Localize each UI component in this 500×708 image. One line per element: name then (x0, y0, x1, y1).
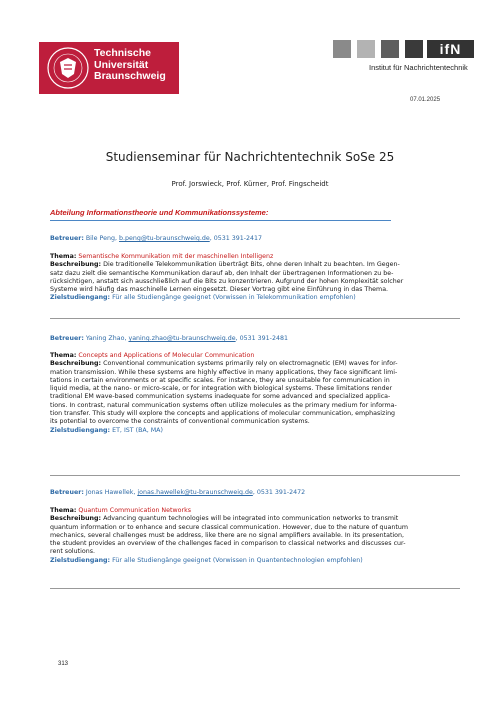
divider (50, 318, 460, 319)
description-line: mechanics, several challenges must be address, like there are no signal amplifiers available. In its presentation, (50, 531, 405, 539)
supervisor-label: Betreuer: (50, 335, 84, 342)
ifn-logo: ifN (427, 40, 474, 58)
supervisor-name: Bile Peng, (85, 235, 117, 242)
description-line: tion transfer. This study will explore the concepts and applications of molecular communication, emphasizing (50, 410, 396, 418)
supervisor-email-link[interactable]: jonas.hawellek@tu-braunschweig.de (137, 489, 253, 496)
theme-line (50, 507, 460, 515)
page-title: Studienseminar für Nachrichtentechnik SoSe 25 (105, 150, 395, 164)
topic-supervisor (50, 489, 460, 497)
theme-title: Semantische Kommunikation mit der maschinellen Intelligenz (78, 253, 274, 260)
description-line: tions. In contrast, natural communication systems often utilize molecules as the primary medium for informa- (50, 401, 397, 409)
supervisor-email-link[interactable]: yaning.zhao@tu-braunschweig.de (128, 335, 236, 342)
target-line (50, 557, 460, 565)
description-label: Beschreibung: (50, 360, 102, 368)
supervisor-phone: , 0531 391-2417 (209, 235, 263, 242)
institute-name: Institut für Nachrichtentechnik (369, 63, 468, 72)
professors: Prof. Jorswieck, Prof. Kürner, Prof. Fingscheidt (171, 180, 329, 188)
supervisor-label: Betreuer: (50, 235, 84, 242)
description-line: satz dazu zielt die semantische Kommunikation darauf ab, den Inhalt der übertragenen Informationen zu be- (50, 269, 394, 277)
description-line: mation transmission. While these systems are highly effective in many applications, they face significant limi- (50, 368, 398, 376)
target-label: Zielstudiengang: (50, 294, 111, 302)
university-seal-icon (46, 46, 90, 90)
theme-label: Thema: (50, 352, 77, 359)
logo-square (333, 40, 351, 58)
university-name-line: Braunschweig (94, 70, 166, 82)
logo-square (405, 40, 423, 58)
department-heading: Abteilung Informationstheorie und Kommunikationssysteme: (50, 208, 269, 217)
description-line (50, 261, 460, 269)
description-text: Conventional communication systems primarily rely on electromagnetic (EM) waves for infor- (103, 360, 398, 368)
target-text: Für alle Studiengänge geeignet (Vorwissen in Quantentechnologien empfohlen) (112, 556, 363, 564)
page-number: 313 (58, 661, 69, 667)
target-line (50, 294, 460, 302)
supervisor-email-link[interactable]: b.peng@tu-braunschweig.de (119, 235, 210, 242)
university-name (94, 48, 166, 83)
target-label: Zielstudiengang: (50, 556, 111, 564)
divider (50, 588, 460, 589)
theme-line (50, 253, 460, 261)
topic-details (50, 253, 460, 303)
topic-supervisor (50, 235, 460, 243)
description-text: Advancing quantum technologies will be integrated into communication networks to transmit (103, 515, 399, 523)
target-text: ET, IST (BA, MA) (112, 426, 163, 434)
description-label: Beschreibung: (50, 261, 102, 269)
description-line: rücksichtigen, anstatt sich ausschließlich auf die Bits zu konzentrieren. Aufgrund der hohen Komplexität solcher (50, 277, 404, 285)
supervisor-label: Betreuer: (50, 489, 84, 496)
theme-title: Quantum Communication Networks (78, 507, 192, 514)
divider (50, 220, 391, 221)
logo-square (381, 40, 399, 58)
target-label: Zielstudiengang: (50, 426, 111, 434)
description-line: Systeme wird häufig das maschinelle Lernen eingesetzt. Dieser Vortrag gibt eine Einführung in das Thema. (50, 286, 389, 294)
target-text: Für alle Studiengänge geeignet (Vorwissen in Telekommunikation empfohlen) (112, 294, 356, 302)
description-line (50, 360, 460, 368)
target-line (50, 427, 460, 435)
description-line (50, 515, 460, 523)
topic-details (50, 507, 460, 565)
university-name-line: Universität (94, 58, 149, 71)
university-name-line: Technische (94, 47, 151, 59)
theme-label: Thema: (50, 507, 77, 514)
supervisor-name: Yaning Zhao, (85, 335, 127, 342)
description-line: tations in certain environments or at specific scales. For instance, they are unsuitable for communication in (50, 376, 390, 384)
theme-line (50, 352, 460, 360)
description-label: Beschreibung: (50, 515, 102, 523)
description-text: Die traditionelle Telekommunikation überträgt Bits, ohne deren Inhalt zu beachten. Im Gegen- (103, 261, 400, 269)
description-line: the student provides an overview of the challenges faced in comparison to classical networks and discusses cur- (50, 540, 406, 548)
theme-label: Thema: (50, 253, 77, 260)
supervisor-phone: , 0531 391-2481 (235, 335, 288, 342)
topic-supervisor (50, 335, 460, 343)
supervisor-name: Jonas Hawellek, (85, 489, 136, 496)
description-line: its potential to overcome the constraints of conventional communication systems. (50, 418, 310, 426)
description-line: liquid media, at the nano- or micro-scale, or for integration with biological systems. These limitations render (50, 385, 393, 393)
document-date: 07.01.2025 (410, 97, 441, 103)
divider (50, 475, 460, 476)
description-line: rent solutions. (50, 548, 96, 556)
description-line: quantum information or to enhance and secure classical communication. However, due to the nature of quantum (50, 523, 408, 531)
topic-details (50, 352, 460, 435)
theme-title: Concepts and Applications of Molecular Communication (78, 352, 255, 359)
supervisor-phone: , 0531 391-2472 (252, 489, 306, 496)
description-line: traditional EM wave-based communication systems inadequate for some advanced and specialized applica- (50, 393, 391, 401)
logo-square (357, 40, 375, 58)
